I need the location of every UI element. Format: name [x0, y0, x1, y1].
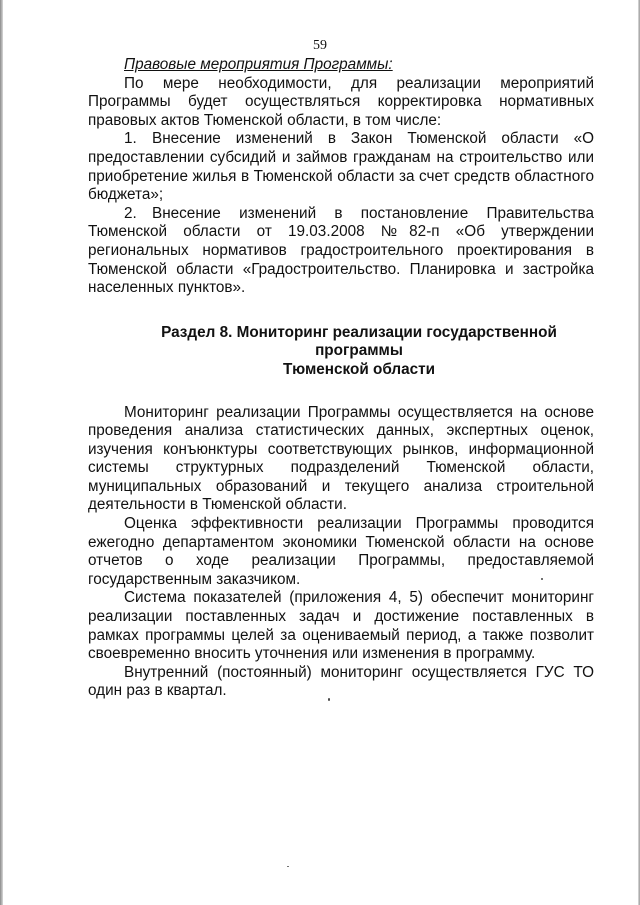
document-body: [88, 56, 594, 701]
list-item-text: Внесение изменений в Закон Тюменской области «О предоставлении субсидий и займов гражданам на строительство или приобретение жилья в Тюменской области за счет средств областного бюджета»;: [88, 130, 594, 204]
scan-speck: [287, 866, 289, 867]
legal-measures-intro: По мере необходимости, для реализации мероприятий Программы будет осуществляться корректировка нормативных правовых актов Тюменской области, в том числе:: [88, 74, 594, 129]
monitoring-paragraph: Мониторинг реализации Программы осуществляется на основе проведения анализа статистических данных, экспертных оценок, изучения конъюнктуры соответствующих рынков, информационной системы структурных подразделений Тюменской области, муниципальных образований и текущего анализа строительной деятельности в Тюменской области.: [88, 403, 594, 514]
list-item-text: Внесение изменений в постановление Правительства Тюменской области от 19.03.2008 №82-п «Об утверждении региональных нормативов градостроительного проектирования в Тюменской области «Градостроительство. Планировка и застройка населенных пунктов».: [88, 204, 594, 297]
page-edge-left: [0, 0, 3, 905]
page-number: 59: [313, 38, 327, 53]
list-item: [88, 130, 594, 204]
scan-speck: [541, 578, 543, 580]
list-item-number: 1.: [124, 130, 137, 148]
legal-measures-heading: Правовые мероприятия Программы:: [124, 56, 393, 73]
evaluation-paragraph: Оценка эффективности реализации Программы проводится ежегодно департаментом экономики Тюменской области на основе отчетов о ходе реализации Программы, предоставляемой государственным заказчиком.: [88, 515, 594, 588]
scan-speck: [328, 698, 330, 701]
section-title-line-1: Раздел 8. Мониторинг реализации государственной программы: [161, 323, 557, 360]
section-title: [88, 324, 594, 380]
internal-monitoring-paragraph: Внутренний (постоянный) мониторинг осуществляется ГУС ТО один раз в квартал.: [88, 663, 594, 700]
section-title-line-2: Тюменской области: [282, 360, 436, 378]
list-item-number: 2.: [124, 204, 137, 222]
list-item: [88, 205, 594, 298]
indicators-paragraph: Система показателей (приложения 4, 5) обеспечит мониторинг реализации поставленных задач и достижение поставленных в рамках программы целей за оцениваемый период, а также позволит своевременно вносить уточнения или изменения в программу.: [88, 589, 594, 663]
